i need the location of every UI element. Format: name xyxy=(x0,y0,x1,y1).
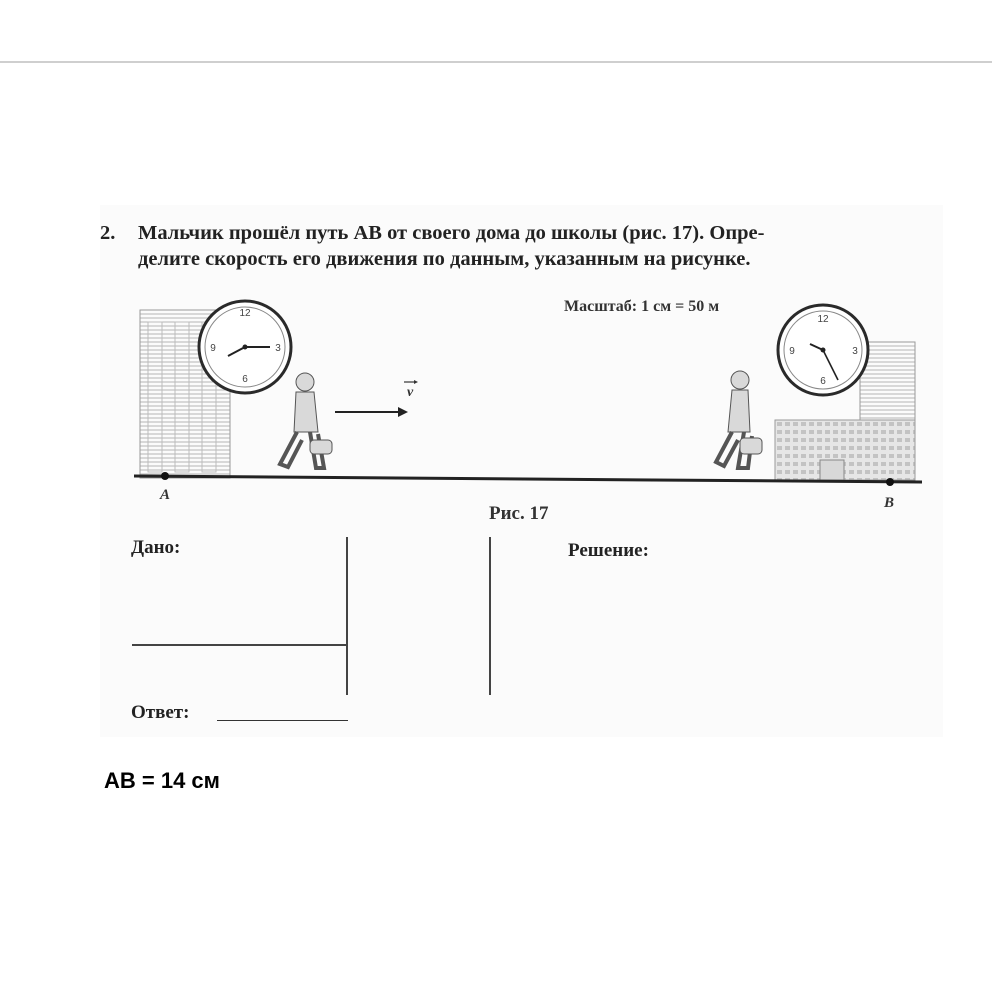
problem-number: 2. xyxy=(100,222,116,244)
boy-right-icon xyxy=(716,371,762,468)
point-b-label: B xyxy=(884,495,895,511)
solution-heading: Решение: xyxy=(568,540,649,561)
point-b-dot xyxy=(886,478,894,486)
point-a-dot xyxy=(161,472,169,480)
velocity-arrow-icon xyxy=(335,380,418,417)
clock-left-3: 3 xyxy=(275,343,281,354)
given-divider-vertical xyxy=(346,537,348,695)
clock-right-12: 12 xyxy=(817,314,829,325)
solution-divider-vertical xyxy=(489,537,491,695)
ab-measurement-note: AB = 14 см xyxy=(104,768,220,793)
answer-label: Ответ: xyxy=(131,702,190,723)
problem-line-2: делите скорость его движения по данным, указанным на рисунке. xyxy=(138,248,751,270)
clock-right-3: 3 xyxy=(852,346,858,357)
point-a-label: A xyxy=(160,487,171,503)
clock-right-icon xyxy=(778,305,868,395)
page-top-divider xyxy=(0,61,992,63)
boy-left-icon xyxy=(280,373,332,468)
figure-17 xyxy=(120,292,930,527)
clock-right-6: 6 xyxy=(820,376,826,387)
clock-left-icon xyxy=(199,301,291,393)
given-heading: Дано: xyxy=(131,537,181,558)
given-divider-horizontal xyxy=(132,644,347,646)
figure-caption: Рис. 17 xyxy=(489,503,549,524)
clock-left-6: 6 xyxy=(242,374,248,385)
answer-blank-line xyxy=(217,720,348,721)
clock-left-12: 12 xyxy=(239,308,251,319)
clock-right-9: 9 xyxy=(789,346,795,357)
velocity-label: v xyxy=(407,385,414,400)
problem-line-1: Мальчик прошёл путь AB от своего дома до школы (рис. 17). Опре- xyxy=(138,222,765,244)
scale-label: Масштаб: 1 см = 50 м xyxy=(564,298,720,315)
clock-left-9: 9 xyxy=(210,343,216,354)
